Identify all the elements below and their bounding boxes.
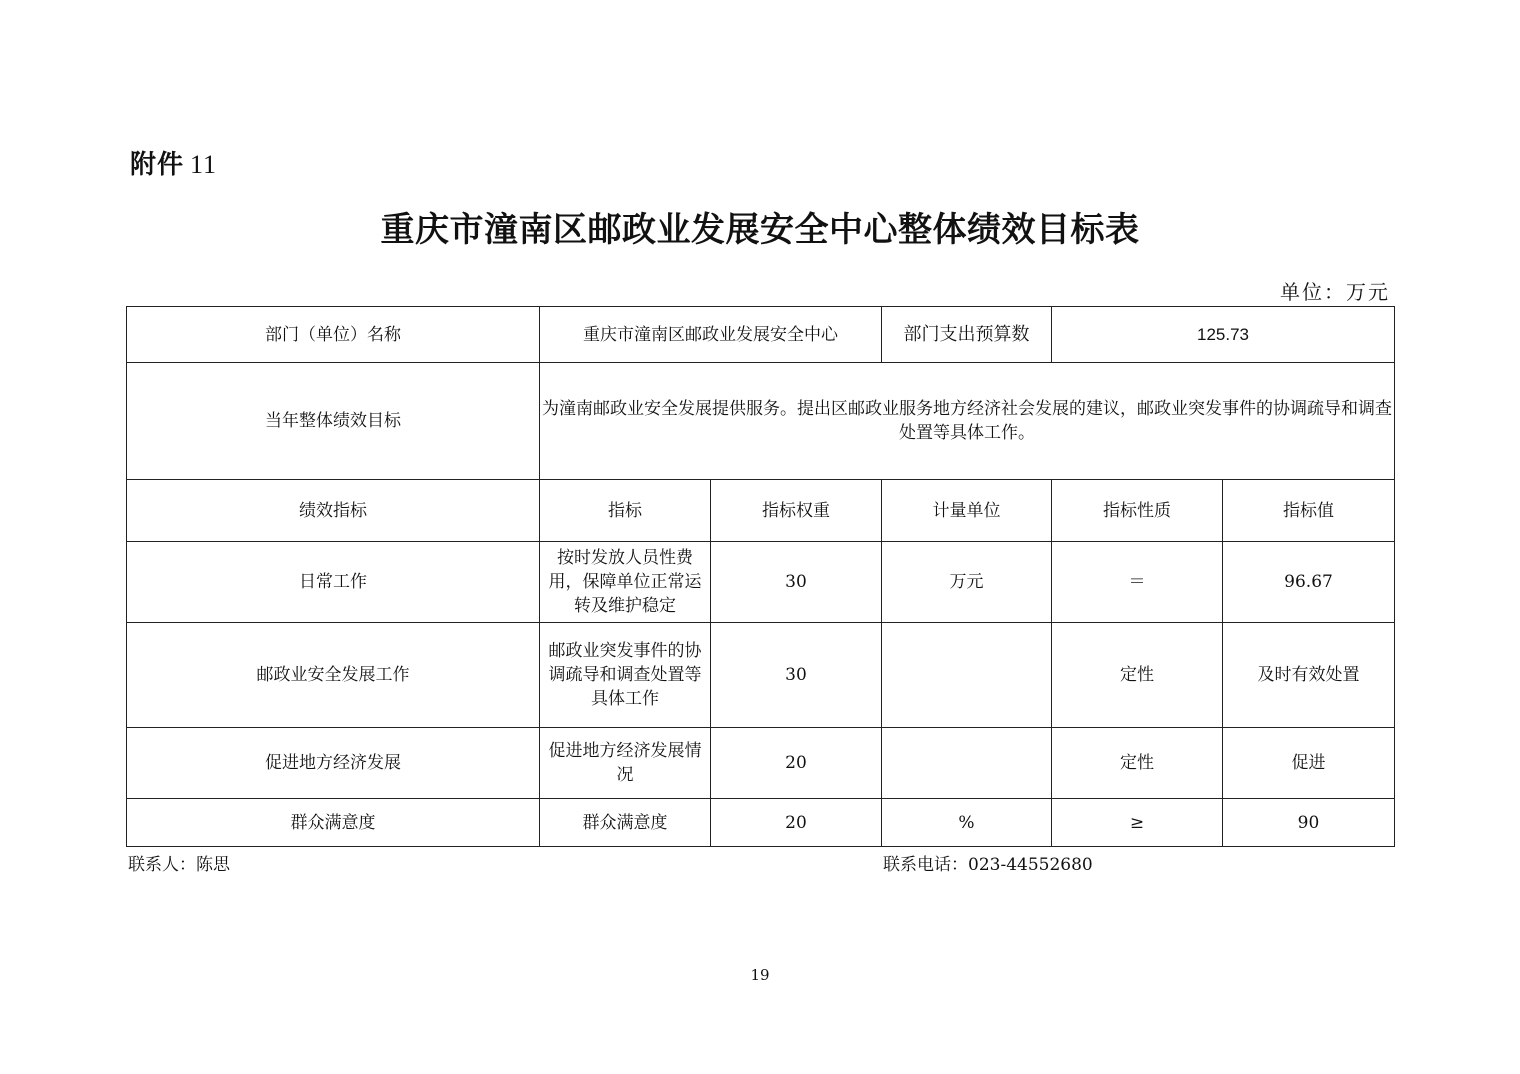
indicator-cell: 群众满意度 [540, 799, 711, 847]
indicator-cell: 促进地方经济发展情况 [540, 728, 711, 799]
weight-cell: 20 [711, 799, 882, 847]
column-header: 计量单位 [882, 480, 1052, 542]
column-header: 指标权重 [711, 480, 882, 542]
dept-name-cell: 重庆市潼南区邮政业发展安全中心 [540, 307, 882, 363]
contact-person: 联系人：陈思 [128, 855, 230, 875]
goal-row [127, 363, 1395, 480]
dept-row [127, 307, 1395, 363]
indicator-cell: 邮政业突发事件的协调疏导和调查处置等具体工作 [540, 623, 711, 728]
table-row [127, 542, 1395, 623]
table-row [127, 623, 1395, 728]
weight-cell: 30 [711, 542, 882, 623]
column-header: 指标值 [1223, 480, 1395, 542]
nature-cell: 定性 [1052, 623, 1223, 728]
performance-table [126, 306, 1395, 847]
category-cell: 群众满意度 [127, 799, 540, 847]
attachment-text: 附件 [130, 150, 185, 180]
nature-cell: ≥ [1052, 799, 1223, 847]
unit-cell [882, 623, 1052, 728]
table-row [127, 728, 1395, 799]
attachment-number: 11 [190, 150, 218, 179]
page-number: 19 [750, 966, 770, 984]
column-header: 指标性质 [1052, 480, 1223, 542]
goal-label-cell: 当年整体绩效目标 [127, 363, 540, 480]
value-cell: 90 [1223, 799, 1395, 847]
nature-cell: 定性 [1052, 728, 1223, 799]
weight-cell: 30 [711, 623, 882, 728]
value-cell: 促进 [1223, 728, 1395, 799]
indicator-cell: 按时发放人员性费用，保障单位正常运转及维护稳定 [540, 542, 711, 623]
nature-cell: ＝ [1052, 542, 1223, 623]
unit-cell: 万元 [882, 542, 1052, 623]
table-row [127, 799, 1395, 847]
page-title: 重庆市潼南区邮政业发展安全中心整体绩效目标表 [380, 210, 1140, 250]
column-header-row [127, 480, 1395, 542]
dept-label-cell: 部门（单位）名称 [127, 307, 540, 363]
category-cell: 促进地方经济发展 [127, 728, 540, 799]
column-header: 指标 [540, 480, 711, 542]
unit-cell [882, 728, 1052, 799]
category-cell: 邮政业安全发展工作 [127, 623, 540, 728]
value-cell: 96.67 [1223, 542, 1395, 623]
goal-text-cell: 为潼南邮政业安全发展提供服务。提出区邮政业服务地方经济社会发展的建议，邮政业突发事件的协调疏导和调查处置等具体工作。 [540, 363, 1395, 480]
budget-value-cell: 125.73 [1052, 307, 1395, 363]
column-header: 绩效指标 [127, 480, 540, 542]
value-cell: 及时有效处置 [1223, 623, 1395, 728]
budget-label-cell: 部门支出预算数 [882, 307, 1052, 363]
attachment-label [130, 144, 217, 181]
unit-label: 单位：万元 [1280, 280, 1390, 304]
category-cell: 日常工作 [127, 542, 540, 623]
contact-phone: 联系电话：023-44552680 [883, 855, 1093, 875]
unit-cell: % [882, 799, 1052, 847]
weight-cell: 20 [711, 728, 882, 799]
